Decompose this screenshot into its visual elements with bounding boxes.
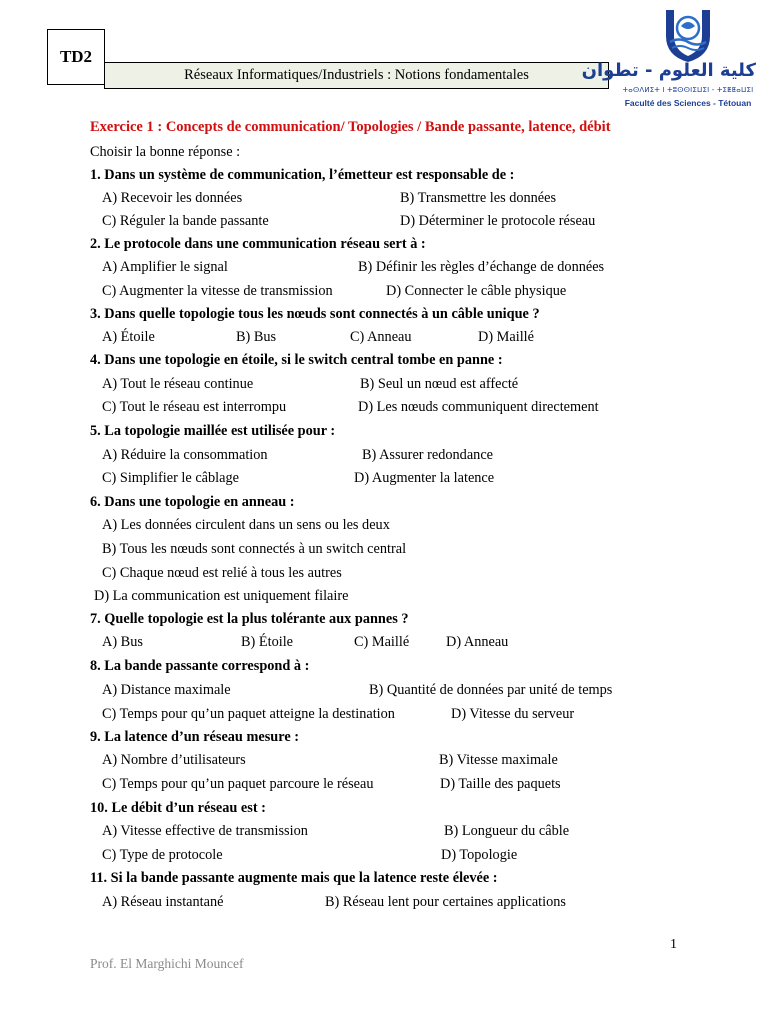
answer-option: C) Augmenter la vitesse de transmission — [102, 283, 333, 299]
question-text: 11. Si la bande passante augmente mais que la latence reste élevée : — [90, 870, 498, 886]
question-line — [0, 420, 768, 443]
answer-option: D) Maillé — [478, 329, 534, 345]
answer-option: D) Topologie — [441, 847, 518, 863]
answer-option: A) Vitesse effective de transmission — [102, 823, 308, 839]
option-row — [0, 820, 768, 843]
option-row — [0, 280, 768, 303]
answer-option: A) Recevoir les données — [102, 190, 243, 206]
answer-option: C) Réguler la bande passante — [102, 213, 269, 229]
answer-option: B) Seul un nœud est affecté — [360, 376, 519, 392]
question-line — [0, 726, 768, 749]
question-line — [0, 491, 768, 514]
answer-option: D) Taille des paquets — [440, 776, 561, 792]
question-text: 10. Le débit d’un réseau est : — [90, 800, 266, 816]
option-row — [0, 187, 768, 210]
faculty-emblem-icon — [660, 6, 716, 62]
footer-author: Prof. El Marghichi Mouncef — [90, 956, 244, 971]
exercise-title: Exercice 1 : Concepts de communication/ Topologies / Bande passante, latence, débit — [90, 119, 611, 135]
question-line — [0, 233, 768, 256]
td-label: TD2 — [59, 47, 93, 66]
answer-option: D) Anneau — [446, 634, 509, 650]
option-row — [0, 562, 768, 585]
option-row — [0, 585, 768, 608]
question-line — [0, 349, 768, 372]
answer-option: D) Déterminer le protocole réseau — [400, 213, 596, 229]
option-row — [0, 396, 768, 419]
answer-option: B) Vitesse maximale — [439, 752, 558, 768]
option-row — [0, 444, 768, 467]
option-row — [0, 326, 768, 349]
question-text: 3. Dans quelle topologie tous les nœuds sont connectés à un câble unique ? — [90, 306, 540, 322]
answer-option: C) Temps pour qu’un paquet parcoure le réseau — [102, 776, 374, 792]
answer-option: A) Les données circulent dans un sens ou les deux — [102, 517, 390, 533]
option-row — [0, 538, 768, 561]
question-text: 4. Dans une topologie en étoile, si le switch central tombe en panne : — [90, 352, 503, 368]
answer-option: D) La communication est uniquement filaire — [94, 588, 349, 604]
answer-option: A) Nombre d’utilisateurs — [102, 752, 246, 768]
answer-option: D) Vitesse du serveur — [451, 706, 575, 722]
answer-option: A) Distance maximale — [102, 682, 231, 698]
exercise-title-line — [0, 116, 768, 139]
question-text: 6. Dans une topologie en anneau : — [90, 494, 295, 510]
option-row — [0, 773, 768, 796]
question-line — [0, 608, 768, 631]
answer-option: B) Bus — [236, 329, 277, 345]
answer-option: A) Réseau instantané — [102, 894, 224, 910]
answer-option: D) Connecter le câble physique — [386, 283, 567, 299]
option-row — [0, 467, 768, 490]
answer-option: B) Définir les règles d’échange de données — [358, 259, 605, 275]
question-text: 2. Le protocole dans une communication réseau sert à : — [90, 236, 426, 252]
answer-option: C) Tout le réseau est interrompu — [102, 399, 287, 415]
answer-option: C) Maillé — [354, 634, 410, 650]
option-row — [0, 514, 768, 537]
answer-option: D) Augmenter la latence — [354, 470, 495, 486]
question-line — [0, 164, 768, 187]
answer-option: D) Les nœuds communiquent directement — [358, 399, 599, 415]
exercise-instruction: Choisir la bonne réponse : — [90, 144, 241, 160]
answer-option: B) Étoile — [241, 634, 294, 650]
option-row — [0, 631, 768, 654]
question-line — [0, 867, 768, 890]
answer-option: B) Longueur du câble — [444, 823, 570, 839]
question-text: 7. Quelle topologie est la plus tolérante aux pannes ? — [90, 611, 409, 627]
question-line — [0, 797, 768, 820]
option-row — [0, 679, 768, 702]
option-row — [0, 373, 768, 396]
answer-option: C) Type de protocole — [102, 847, 223, 863]
answer-option: C) Simplifier le câblage — [102, 470, 239, 486]
answer-option: A) Amplifier le signal — [102, 259, 228, 275]
course-title: Réseaux Informatiques/Industriels : Notions fondamentales — [184, 67, 529, 83]
answer-option: A) Tout le réseau continue — [102, 376, 254, 392]
answer-option: A) Étoile — [102, 329, 155, 345]
answer-option: A) Réduire la consommation — [102, 447, 268, 463]
option-row — [0, 891, 768, 914]
option-row — [0, 703, 768, 726]
question-line — [0, 655, 768, 678]
option-row — [0, 844, 768, 867]
question-text: 5. La topologie maillée est utilisée pour : — [90, 423, 336, 439]
answer-option: C) Anneau — [350, 329, 412, 345]
faculty-logo — [581, 6, 756, 110]
logo-french-text: Faculté des Sciences - Tétouan — [624, 98, 752, 108]
course-title-bar — [104, 62, 609, 89]
answer-option: C) Temps pour qu’un paquet atteigne la destination — [102, 706, 395, 722]
answer-option: A) Bus — [102, 634, 143, 650]
question-line — [0, 303, 768, 326]
td-label-box — [47, 29, 105, 85]
answer-option: B) Transmettre les données — [400, 190, 557, 206]
option-row — [0, 749, 768, 772]
answer-option: B) Quantité de données par unité de temps — [369, 682, 613, 698]
question-text: 9. La latence d’un réseau mesure : — [90, 729, 300, 745]
question-text: 8. La bande passante correspond à : — [90, 658, 310, 674]
answer-option: B) Tous les nœuds sont connectés à un switch central — [102, 541, 407, 557]
answer-option: C) Chaque nœud est relié à tous les autres — [102, 565, 342, 581]
instruction-line — [0, 141, 768, 164]
question-text: 1. Dans un système de communication, l’émetteur est responsable de : — [90, 167, 515, 183]
answer-option: B) Réseau lent pour certaines applications — [325, 894, 566, 910]
answer-option: B) Assurer redondance — [362, 447, 494, 463]
logo-tifinagh-text: ⵜⴰⵙⴷⵍⵉⵜ ⵏ ⵜⵓⵙⵙⵏⵉⵡⵉⵏ - ⵜⵉⵟⵟⴰⵡⵉⵏ — [622, 86, 754, 94]
page-number: 1 — [670, 937, 677, 952]
logo-arabic-text: كلية العلوم - تطوان — [581, 60, 756, 81]
option-row — [0, 256, 768, 279]
option-row — [0, 210, 768, 233]
